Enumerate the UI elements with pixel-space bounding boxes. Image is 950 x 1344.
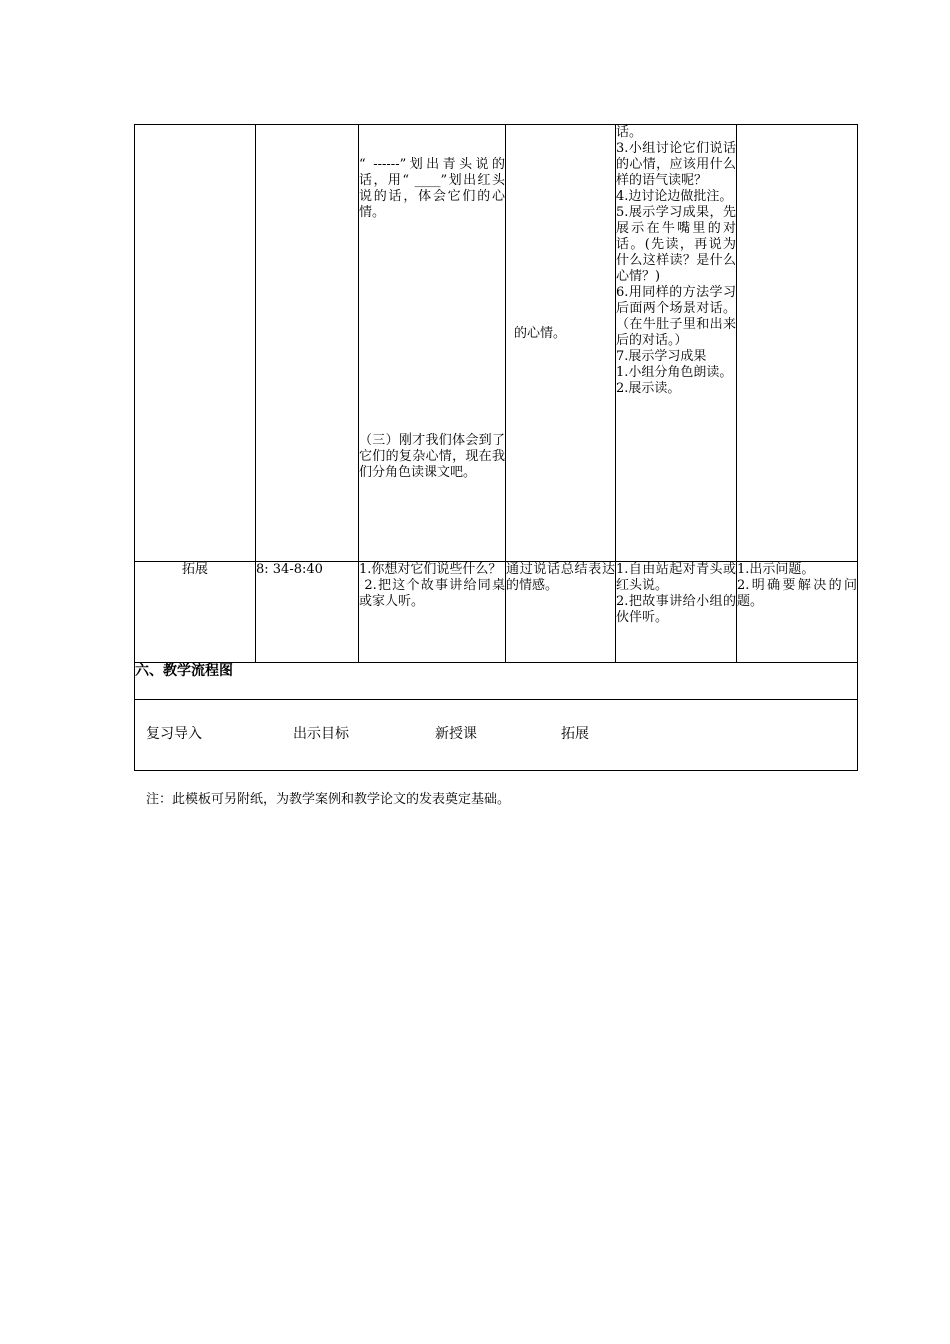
list-item: 1.你想对它们说些什么？ (359, 562, 502, 577)
list-item: 话。 (616, 125, 643, 140)
flow-step: 出示目标 (293, 726, 349, 742)
notes-cell (737, 125, 858, 562)
instruction-text: “ ------”划出青头说的话，用“ ____”划出红头说的话，体会它们的心情。 (359, 157, 505, 220)
list-item: 7.展示学习成果 (616, 349, 707, 364)
flow-step: 新授课 (435, 726, 477, 742)
table-row (135, 663, 858, 700)
flow-chart (135, 700, 858, 771)
list-item: 1.自由站起对青头或红头说。 (616, 562, 736, 593)
table-row (135, 125, 858, 562)
list-item: 2.把这个故事讲给同桌或家人听。 (359, 578, 506, 609)
intent-text: 的心情。 (514, 326, 567, 341)
instruction-text: （三）刚才我们体会到了它们的复杂心情，现在我们分角色读课文吧。 (359, 433, 505, 480)
teacher-activity-cell (359, 562, 506, 663)
lesson-plan-table (134, 124, 858, 771)
time-cell (256, 125, 359, 562)
list-item: 2.展示读。 (616, 381, 681, 396)
footnote: 注：此模板可另附纸，为教学案例和教学论文的发表奠定基础。 (146, 792, 511, 807)
list-item: 1.小组分角色朗读。 (616, 365, 733, 380)
list-item: 2.明确要解决的问题。 (737, 578, 857, 609)
section-heading: 六、教学流程图 (135, 663, 858, 700)
list-item: 1.出示问题。 (737, 562, 815, 577)
flow-step: 复习导入 (146, 726, 202, 742)
list-item: 5.展示学习成果，先展示在牛嘴里的对话。(先读，再说为什么这样读？是什么心情？) (616, 205, 736, 284)
notes-cell (737, 562, 858, 663)
table-row (135, 700, 858, 771)
list-item: 2.把故事讲给小组的伙伴听。 (616, 594, 736, 625)
flow-step: 拓展 (561, 726, 589, 742)
list-item: 6.用同样的方法学习后面两个场景对话。（在牛肚子里和出来后的对话。） (616, 285, 736, 348)
table-row (135, 562, 858, 663)
intent-text: 通过说话总结表达的情感。 (506, 562, 616, 663)
time-text: 8: 34-8:40 (256, 562, 359, 663)
teacher-activity-cell (359, 125, 506, 562)
list-item: 4.边讨论边做批注。 (616, 189, 733, 204)
stage-cell (135, 125, 256, 562)
intent-cell (506, 125, 616, 562)
list-item: 3.小组讨论它们说话的心情，应该用什么样的语气读呢？ (616, 141, 736, 188)
student-activity-cell (616, 562, 737, 663)
stage-label: 拓展 (135, 562, 256, 663)
student-activity-cell (616, 125, 737, 562)
